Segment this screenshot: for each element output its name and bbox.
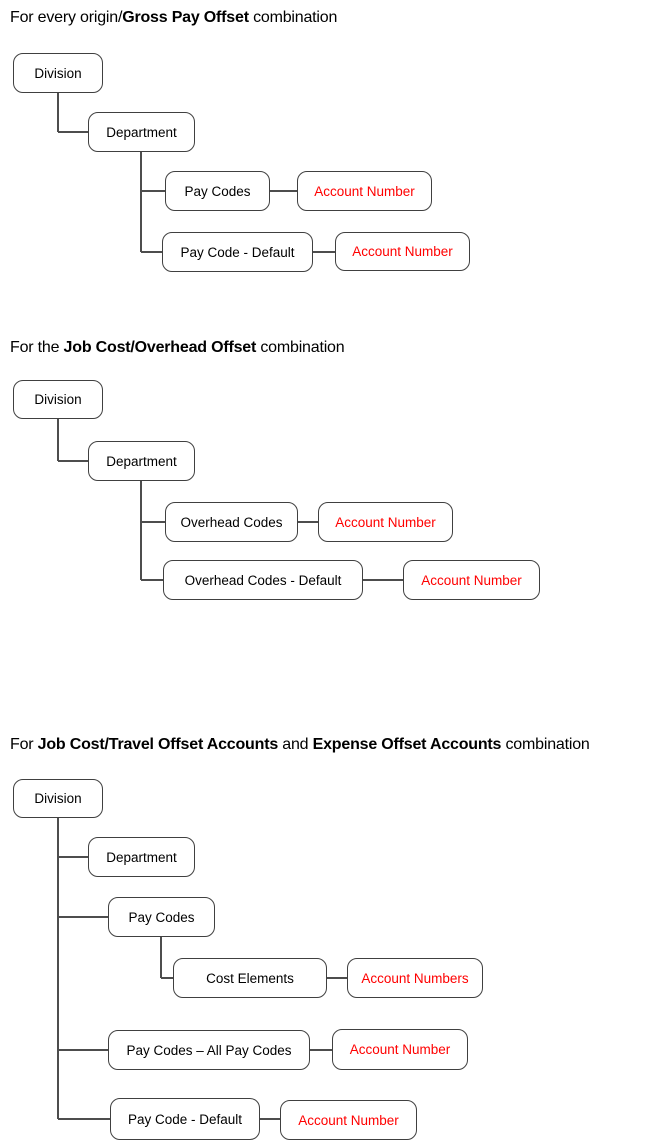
connector-line — [141, 521, 165, 523]
connector-line — [140, 152, 142, 252]
heading-text-segment: combination — [248, 9, 338, 26]
node-account-number: Account Number — [332, 1029, 468, 1070]
connector-line — [58, 460, 88, 462]
connector-line — [57, 419, 59, 461]
connector-line — [58, 131, 88, 133]
node-pay-codes: Pay Codes — [165, 171, 270, 211]
node-overhead-codes-default: Overhead Codes - Default — [163, 560, 363, 600]
connector-line — [310, 1049, 332, 1051]
connector-line — [58, 1049, 108, 1051]
connector-line — [363, 579, 403, 581]
node-account-number: Account Number — [318, 502, 453, 542]
node-account-numbers: Account Numbers — [347, 958, 483, 998]
heading-text-segment: For — [10, 736, 38, 753]
heading-text-segment: combination — [256, 339, 345, 356]
connector-line — [141, 190, 165, 192]
node-department: Department — [88, 837, 195, 877]
connector-line — [327, 977, 347, 979]
node-account-number: Account Number — [335, 232, 470, 271]
connector-line — [161, 977, 173, 979]
heading-text-segment-bold: Job Cost/Travel Offset Accounts — [37, 736, 279, 753]
node-department: Department — [88, 112, 195, 152]
section-heading-gross-pay-offset — [10, 9, 337, 27]
node-overhead-codes: Overhead Codes — [165, 502, 298, 542]
connector-line — [141, 579, 163, 581]
node-pay-code-default: Pay Code - Default — [110, 1098, 260, 1140]
heading-text-segment: and — [278, 736, 313, 753]
connector-line — [140, 481, 142, 580]
connector-line — [270, 190, 297, 192]
heading-text-segment: For every origin/ — [10, 9, 123, 26]
node-cost-elements: Cost Elements — [173, 958, 327, 998]
node-division: Division — [13, 779, 103, 818]
node-department: Department — [88, 441, 195, 481]
heading-text-segment-bold: Expense Offset Accounts — [312, 736, 502, 753]
node-pay-code-default: Pay Code - Default — [162, 232, 313, 272]
node-division: Division — [13, 380, 103, 419]
connector-line — [57, 818, 59, 1119]
connector-line — [141, 251, 162, 253]
node-account-number: Account Number — [280, 1100, 417, 1140]
node-division: Division — [13, 53, 103, 93]
connector-line — [57, 93, 59, 132]
section-heading-overhead-offset — [10, 339, 344, 357]
heading-text-segment: combination — [501, 736, 590, 753]
connector-line — [313, 251, 335, 253]
node-account-number: Account Number — [403, 560, 540, 600]
node-account-number: Account Number — [297, 171, 432, 211]
node-pay-codes-all-pay-codes: Pay Codes – All Pay Codes — [108, 1030, 310, 1070]
heading-text-segment-bold: Gross Pay Offset — [122, 9, 249, 26]
connector-line — [160, 937, 162, 978]
node-pay-codes: Pay Codes — [108, 897, 215, 937]
connector-line — [260, 1118, 280, 1120]
heading-text-segment: For the — [10, 339, 64, 356]
connector-line — [298, 521, 318, 523]
connector-line — [58, 916, 108, 918]
connector-line — [58, 1118, 110, 1120]
heading-text-segment-bold: Job Cost/Overhead Offset — [63, 339, 257, 356]
section-heading-travel-expense-offset — [10, 736, 590, 754]
connector-line — [58, 856, 88, 858]
